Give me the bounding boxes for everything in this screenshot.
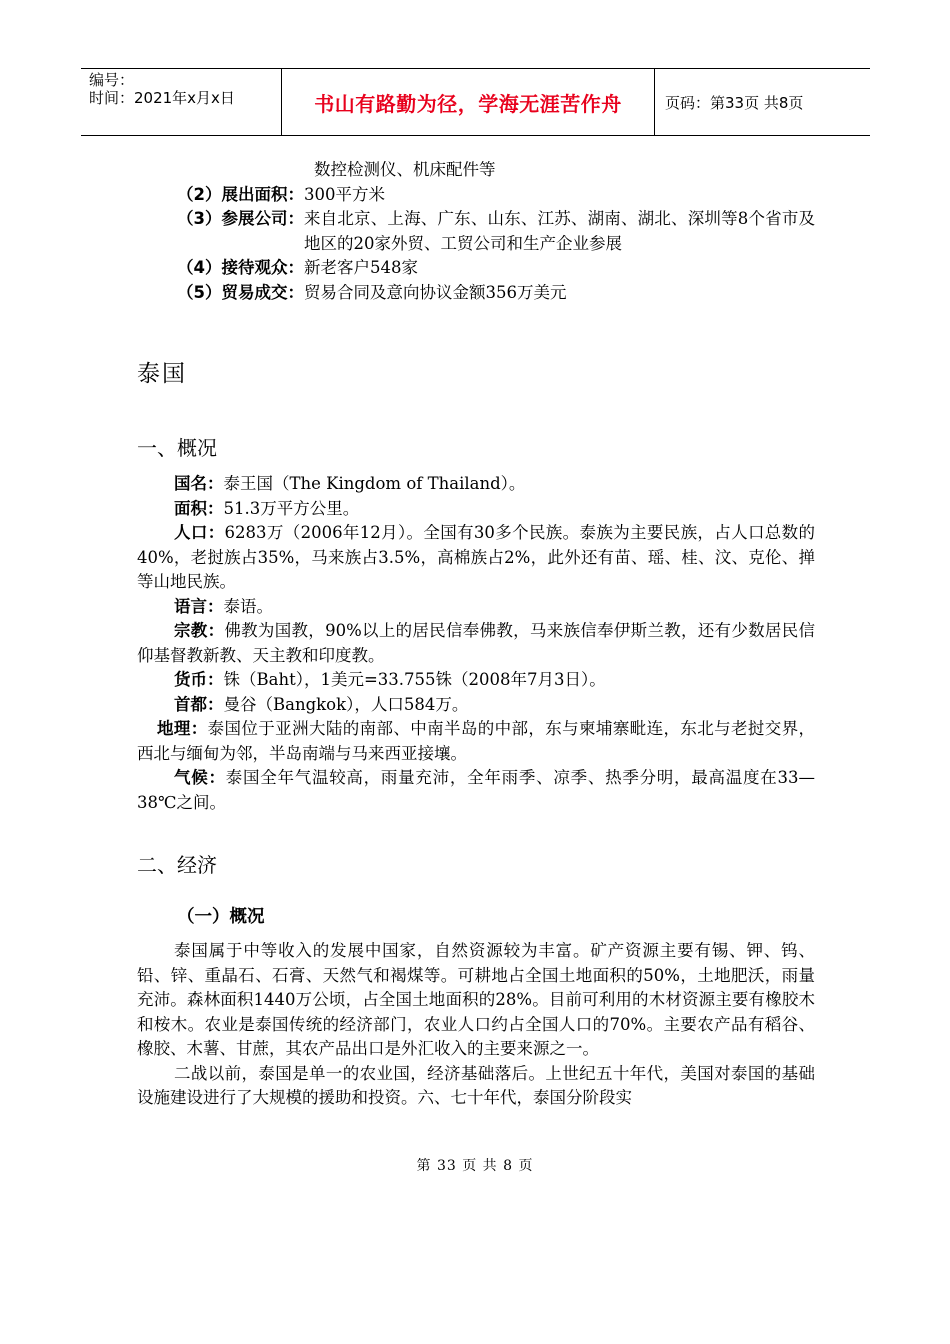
exhibition-item (137, 207, 815, 256)
field-label: 语言： (174, 596, 224, 616)
field-label: 气候： (174, 768, 226, 787)
field-label: 人口： (174, 523, 225, 542)
country-title: 泰国 (137, 361, 187, 387)
exhibition-item-label: （5）贸易成交： (177, 282, 304, 302)
document-time-label: 时间：2021年x月x日 (89, 89, 235, 107)
document-header (81, 68, 870, 136)
exhibition-item-text: 新老客户548家 (303, 258, 418, 277)
overview-religion (137, 619, 815, 668)
overview-climate (137, 766, 815, 815)
exhibition-item-text: 300平方米 (303, 184, 385, 204)
overview-name (137, 472, 815, 497)
field-value: 泰国全年气温较高，雨量充沛，全年雨季、凉季、热季分明，最高温度在33—38℃之间。 (137, 768, 816, 812)
header-page-cell (655, 69, 870, 135)
page-footer: 第 33 页 共 8 页 (416, 1158, 534, 1174)
field-label: 地理： (157, 719, 208, 738)
exhibition-item-label: （3）参展公司： (177, 209, 304, 228)
header-meta-cell (81, 69, 282, 135)
field-label: 宗教： (174, 621, 225, 640)
exhibition-item (137, 281, 815, 306)
economy-paragraph: 二战以前，泰国是单一的农业国，经济基础落后。上世纪五十年代，美国对泰国的基础设施建设进行了大规模的援助和投资。六、七十年代，泰国分阶段实 (137, 1063, 815, 1107)
document-body (137, 158, 815, 1111)
field-value: 泰语。 (223, 596, 273, 616)
header-page-number: 页码：第33页 共8页 (665, 93, 804, 112)
overview-capital (137, 693, 815, 718)
exhibition-item-text: 贸易合同及意向协议金额356万美元 (303, 282, 567, 302)
header-motto: 书山有路勤为径，学海无涯苦作舟 (314, 91, 622, 116)
exhibition-item-label: （2）展出面积： (177, 184, 304, 204)
overview-geography (137, 717, 815, 766)
field-label: 面积： (174, 498, 224, 518)
field-value: 曼谷（Bangkok），人口584万。 (223, 694, 469, 714)
field-label: 国名： (174, 474, 224, 493)
economy-paragraph: 泰国属于中等收入的发展中国家，自然资源较为丰富。矿产资源主要有锡、钾、钨、铅、锌、重晶石、石膏、天然气和褐煤等。可耕地占全国土地面积的50%，土地肥沃，雨量充沛。森林面积1440万公顷，占全国土地面积的28%。目前可利用的木材资源主要有橡胶木和桉木。农业是泰国传统的经济部门，农业人口约占全国人口的70%。主要农产品有稻谷、橡胶、木薯、甘蔗，其农产品出口是外汇收入的主要来源之一。 (137, 941, 815, 1058)
economy-heading: 二、经济 (137, 853, 217, 877)
field-value: 泰王国（The Kingdom of Thailand）。 (223, 474, 526, 493)
field-value: 51.3万平方公里。 (223, 498, 360, 518)
header-motto-cell (282, 69, 655, 135)
field-value: 6283万（2006年12月）。全国有30多个民族。泰族为主要民族，占人口总数的40%，老挝族占35%，马来族占3.5%，高棉族占2%，此外还有苗、瑶、桂、汶、克伦、掸等山地民族。 (137, 523, 815, 591)
field-value: 铢（Baht），1美元=33.755铢（2008年7月3日）。 (223, 670, 606, 689)
overview-population (137, 521, 815, 595)
overview-area (137, 497, 815, 522)
exhibition-item (137, 183, 815, 208)
exhibition-item-text: 来自北京、上海、广东、山东、江苏、湖南、湖北、深圳等8个省市及地区的20家外贸、工贸公司和生产企业参展 (303, 209, 815, 253)
field-value: 佛教为国教，90%以上的居民信奉佛教，马来族信奉伊斯兰教，还有少数居民信仰基督教新教、天主教和印度教。 (137, 621, 815, 665)
exhibition-item (137, 256, 815, 281)
exhibition-item-label: （4）接待观众： (177, 258, 304, 277)
document-number-label: 编号： (89, 71, 135, 89)
field-label: 货币： (174, 670, 224, 689)
field-value: 泰国位于亚洲大陆的南部、中南半岛的中部，东与柬埔寨毗连，东北与老挝交界，西北与缅甸为邻，半岛南端与马来西亚接壤。 (137, 719, 816, 763)
overview-language (137, 595, 815, 620)
economy-subheading: （一）概况 (177, 907, 265, 927)
exhibition-continued-line: 数控检测仪、机床配件等 (314, 160, 496, 179)
field-label: 首都： (174, 694, 224, 714)
overview-currency (137, 668, 815, 693)
overview-heading: 一、概况 (137, 436, 217, 460)
